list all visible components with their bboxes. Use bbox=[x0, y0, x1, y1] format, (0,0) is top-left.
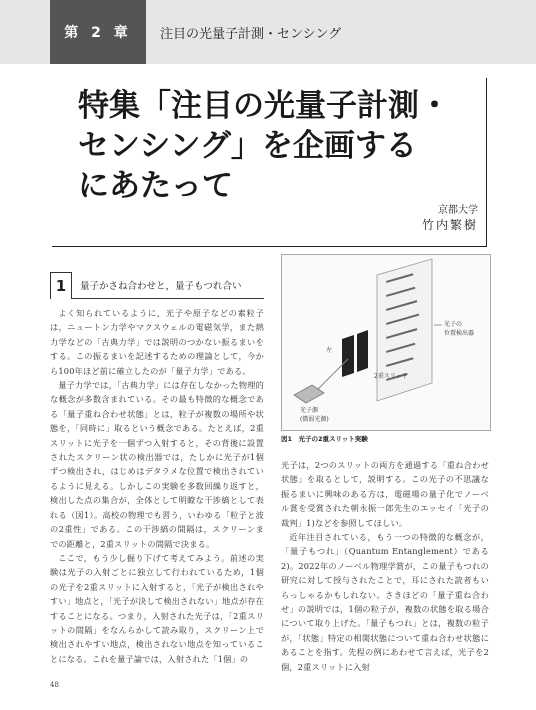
section-title: 量子かさね合わせと，量子もつれ合い bbox=[80, 281, 242, 292]
left-column bbox=[50, 306, 264, 666]
section-heading bbox=[50, 272, 264, 299]
article-title-line-1: 特集「注目の光量子計測・ bbox=[78, 88, 450, 124]
paragraph: よく知られているように，光子や原子などの素粒子は，ニュートン力学やマクスウェルの電磁気学，また熱力学などの「古典力学」では説明のつかない振るまいをする。この振るまいを記述するための理論として，今から100年ほど前に確立したのが「量子力学」である。 bbox=[50, 308, 264, 376]
author-affiliation: 京都大学 bbox=[438, 205, 478, 216]
right-column bbox=[281, 458, 489, 674]
label-detector: 光子の 位置検出器 bbox=[444, 321, 475, 337]
paragraph: 量子力学では，「古典力学」には存在しなかった物理的な概念が多数含まれている。その最も特徴的な概念である「量子重ね合わせ状態」とは，粒子が複数の場所や状態を，「同時に」取るという概念である。たとえば，2重スリットに光子を一個ずつ入射すると，その背後に設置されたスクリーン状の検出器では，たしかに光子が1個ずつ検出され，はじめはデタラメな位置で検出されているように見える。しかしこの実験を多数回繰り返すと，検出した点の集合が，全体として明瞭な干渉縞として表れる（図1）。高校の物理でも習う，いわゆる「粒子と波の2重性」である。この干渉縞の間隔は，スクリーンまでの距離と，2重スリットの間隔で決まる。 bbox=[50, 380, 264, 549]
article-title-line-2: センシング」を企画する bbox=[78, 128, 417, 164]
article-title bbox=[78, 86, 478, 206]
figure-double-slit bbox=[281, 254, 491, 431]
chapter-label: 第 2 章 bbox=[50, 0, 146, 64]
label-source: 光子源 (微弱光源) bbox=[300, 407, 329, 423]
article-title-line-3: にあたって bbox=[78, 168, 233, 204]
slit-plate-right bbox=[357, 330, 368, 372]
figure-caption: 図1 光子の2重スリット実験 bbox=[281, 435, 368, 443]
label-left: 左 bbox=[326, 347, 333, 354]
label-slit: 2重スリット bbox=[374, 373, 408, 380]
chapter-title: 注目の光量子計測・センシング bbox=[160, 26, 342, 42]
paragraph: 近年注目されている，もう一つの特徴的な概念が，「量子もつれ」（Quantum Entanglement）である2)。2022年のノーベル物理学賞が，この量子もつれの研究に対して授与されたことで，耳にされた読者もいらっしゃるかもしれない。さきほどの「量子重ね合わせ」の説明では，1個の粒子が，複数の状態を取る場合について取り上げた。「量子もつれ」とは，複数の粒子が，「状態」特定の相関状態について重ね合わせ状態にあることを指す。先程の例にあわせて言えば，光子を2個，2重スリットに入射 bbox=[281, 532, 489, 672]
page-number: 48 bbox=[50, 681, 59, 689]
double-slit-illustration bbox=[282, 255, 490, 430]
author-name: 竹内繁樹 bbox=[421, 218, 478, 232]
paragraph: ここで，もう少し掘り下げて考えてみよう。前述の実験は光子の入射ごとに独立して行われているため，1個の光子を2重スリットに入射すると，「光子が検出されやすい」地点と，「光子が決して検出されない」地点が存在することになる。つまり，入射された光子は，「2重スリットの間隔」をなんらかして読み取り，スクリーン上で検出されやすい地点，検出されない地点を知っていることになる。これを量子論では，入射された「1個」の bbox=[50, 552, 264, 664]
label-right: 右 bbox=[346, 369, 353, 376]
paragraph: 光子は，2つのスリットの両方を通過する「重ね合わせ状態」を取るとして，説明する。この光子の不思議な振るまいに興味のある方は，電磁場の量子化でノーベル賞を受賞された朝永振一郎先生のエッセイ「光子の裁判」1)などを参照してほしい。 bbox=[281, 460, 489, 528]
section-number: 1 bbox=[50, 272, 72, 299]
